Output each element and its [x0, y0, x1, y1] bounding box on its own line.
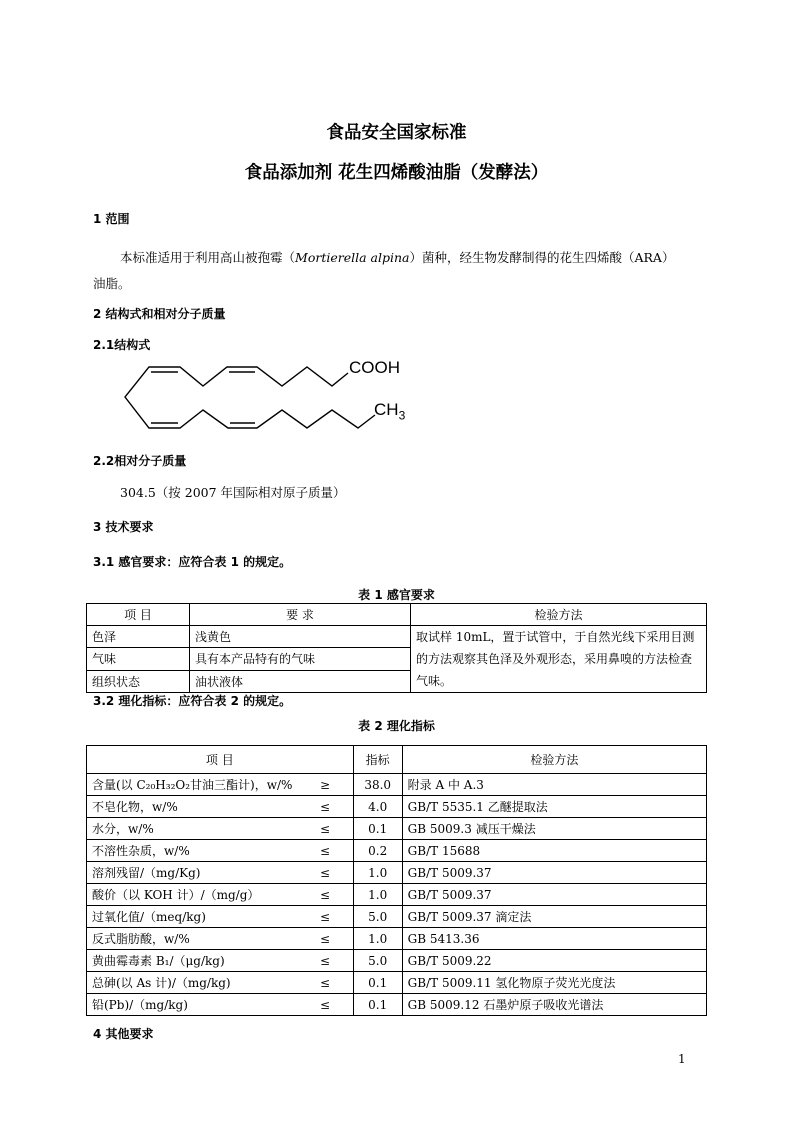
table-row	[87, 796, 707, 818]
section-2-2-heading: 2.2相对分子质量	[93, 454, 187, 468]
operator-cell: ≤	[297, 950, 353, 972]
standard-title: 食品安全国家标准	[326, 123, 467, 143]
document-title: 食品添加剂 花生四烯酸油脂（发酵法）	[244, 163, 549, 183]
operator-cell: ≤	[297, 796, 353, 818]
method-cell: GB/T 5009.37	[402, 862, 706, 884]
item-cell: 水分，w/%	[87, 818, 298, 840]
section-3-heading: 3 技术要求	[93, 520, 154, 534]
value-cell: 1.0	[353, 862, 402, 884]
cell: 油状液体	[190, 670, 411, 692]
item-cell: 不溶性杂质，w/%	[87, 840, 298, 862]
item-cell: 酸价（以 KOH 计）/（mg/g）	[87, 884, 298, 906]
table-row	[87, 950, 707, 972]
scope-text: 本标准适用于利用高山被孢霉（Mortierella alpina）菌种，经生物发酵制得的花生四烯酸（ARA）	[120, 250, 675, 265]
method-cell: GB/T 5009.11 氢化物原子荧光光度法	[402, 972, 706, 994]
value-cell: 5.0	[353, 906, 402, 928]
operator-cell: ≤	[297, 906, 353, 928]
table-row	[87, 884, 707, 906]
table-row	[87, 840, 707, 862]
operator-cell: ≤	[297, 884, 353, 906]
cell: 具有本产品特有的气味	[190, 648, 411, 670]
value-cell: 5.0	[353, 950, 402, 972]
item-cell: 铅(Pb)/（mg/kg)	[87, 994, 298, 1016]
value-cell: 0.1	[353, 994, 402, 1016]
method-cell: GB 5413.36	[402, 928, 706, 950]
col-header: 要 求	[190, 604, 411, 626]
page-number: 1	[678, 1052, 686, 1066]
method-cell: GB/T 5009.37	[402, 884, 706, 906]
item-cell: 过氧化值/（meq/kg)	[87, 906, 298, 928]
col-header: 指标	[353, 746, 402, 774]
col-header: 项 目	[87, 604, 190, 626]
ch3-label: $CH_3$	[374, 400, 406, 423]
table2-caption: 表 2 理化指标	[358, 719, 435, 733]
value-cell: 0.1	[353, 972, 402, 994]
section-1-heading: 1 范围	[93, 212, 130, 226]
item-cell: 反式脂肪酸，w/%	[87, 928, 298, 950]
operator-cell: ≤	[297, 928, 353, 950]
table-row	[87, 626, 707, 648]
method-cell: GB 5009.3 减压干燥法	[402, 818, 706, 840]
table-row	[87, 928, 707, 950]
method-cell: GB/T 5009.22	[402, 950, 706, 972]
sensory-table	[86, 603, 707, 693]
value-cell: 4.0	[353, 796, 402, 818]
cell: 浅黄色	[190, 626, 411, 648]
item-cell: 黄曲霉毒素 B₁/（μg/kg)	[87, 950, 298, 972]
table-row	[87, 818, 707, 840]
method-cell: GB/T 5009.37 滴定法	[402, 906, 706, 928]
scope-text-cont: 油脂。	[93, 276, 131, 291]
table-row	[87, 972, 707, 994]
method-cell: GB/T 5535.1 乙醚提取法	[402, 796, 706, 818]
table-row	[87, 862, 707, 884]
item-cell: 不皂化物，w/%	[87, 796, 298, 818]
section-2-1-heading: 2.1结构式	[93, 338, 151, 352]
physchem-table	[86, 745, 707, 1016]
operator-cell: ≤	[297, 862, 353, 884]
item-cell: 溶剂残留/（mg/Kg)	[87, 862, 298, 884]
table-row	[87, 774, 707, 796]
col-header: 项 目	[87, 746, 354, 774]
method-cell: 附录 A 中 A.3	[402, 774, 706, 796]
cell: 组织状态	[87, 670, 190, 692]
table1-caption: 表 1 感官要求	[358, 588, 435, 602]
operator-cell: ≤	[297, 972, 353, 994]
col-header: 检验方法	[402, 746, 706, 774]
method-cell: 取试样 10mL，置于试管中，于自然光线下采用目测的方法观察其色泽及外观形态，采用鼻嗅的方法检查气味。	[411, 626, 707, 693]
col-header: 检验方法	[411, 604, 707, 626]
section-4-heading: 4 其他要求	[93, 1027, 154, 1041]
section-3-1-heading: 3.1 感官要求：应符合表 1 的规定。	[93, 555, 292, 569]
cell: 色泽	[87, 626, 190, 648]
method-cell: GB 5009.12 石墨炉原子吸收光谱法	[402, 994, 706, 1016]
value-cell: 38.0	[353, 774, 402, 796]
cell: 气味	[87, 648, 190, 670]
section-2-heading: 2 结构式和相对分子质量	[93, 307, 226, 321]
item-cell: 总砷(以 As 计)/（mg/kg)	[87, 972, 298, 994]
section-3-2-heading: 3.2 理化指标：应符合表 2 的规定。	[93, 694, 292, 708]
molecular-mass: 304.5（按 2007 年国际相对原子质量）	[120, 485, 346, 500]
operator-cell: ≤	[297, 994, 353, 1016]
table-row	[87, 994, 707, 1016]
operator-cell: ≤	[297, 840, 353, 862]
value-cell: 1.0	[353, 884, 402, 906]
table-row	[87, 906, 707, 928]
operator-cell: ≥	[297, 774, 353, 796]
value-cell: 0.1	[353, 818, 402, 840]
method-cell: GB/T 15688	[402, 840, 706, 862]
cooh-label: COOH	[349, 358, 400, 377]
item-cell: 含量(以 C₂₀H₃₂O₂甘油三酯计)，w/%	[87, 774, 298, 796]
value-cell: 1.0	[353, 928, 402, 950]
operator-cell: ≤	[297, 818, 353, 840]
value-cell: 0.2	[353, 840, 402, 862]
